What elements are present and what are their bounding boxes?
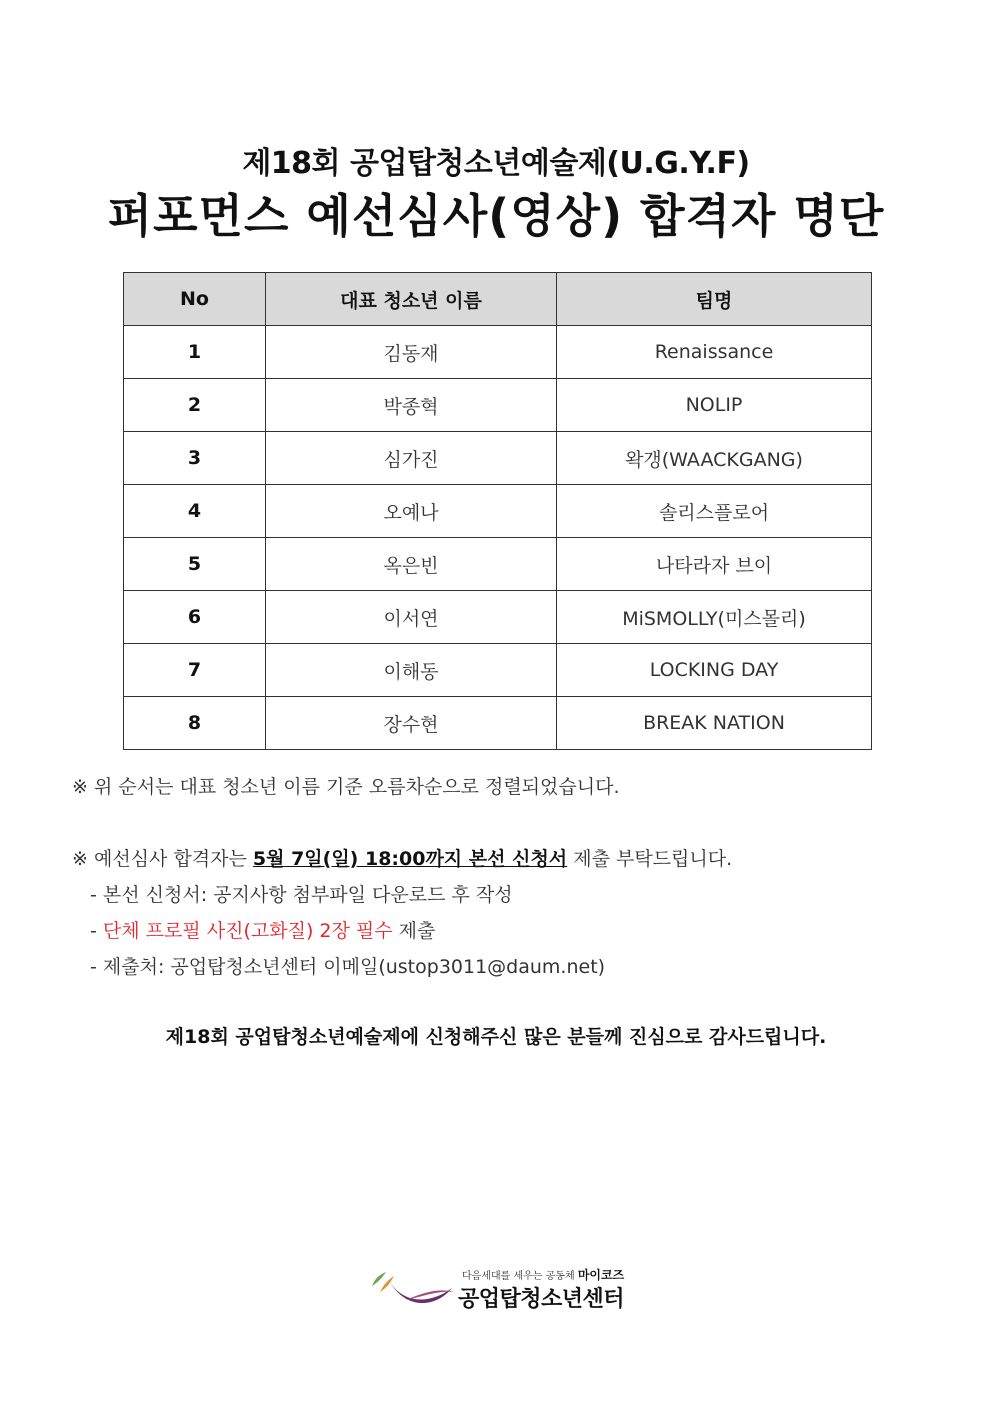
row-name: 옥은빈 bbox=[266, 538, 557, 591]
row-name: 이해동 bbox=[266, 644, 557, 697]
swoosh-leaf-logo-icon bbox=[366, 1262, 458, 1310]
row-no: 2 bbox=[124, 379, 266, 432]
logo-tagline bbox=[462, 1266, 624, 1283]
row-no: 5 bbox=[124, 538, 266, 591]
row-no: 4 bbox=[124, 485, 266, 538]
row-team: 나타라자 브이 bbox=[557, 538, 872, 591]
table-row bbox=[124, 591, 872, 644]
thanks-message: 제18회 공업탑청소년예술제에 신청해주신 많은 분들께 진심으로 감사드립니다. bbox=[165, 1026, 827, 1048]
photo-item-prefix: - bbox=[90, 920, 103, 942]
row-no: 7 bbox=[124, 644, 266, 697]
submission-note bbox=[72, 844, 732, 871]
table-row bbox=[124, 379, 872, 432]
order-note: ※ 위 순서는 대표 청소년 이름 기준 오름차순으로 정렬되었습니다. bbox=[72, 776, 620, 798]
row-no: 6 bbox=[124, 591, 266, 644]
row-name: 심가진 bbox=[266, 432, 557, 485]
title-line-1: 제18회 공업탑청소년예술제(U.G.Y.F) bbox=[242, 146, 750, 181]
submission-item-email: - 제출처: 공업탑청소년센터 이메일(ustop3011@daum.net) bbox=[90, 956, 606, 978]
center-logo bbox=[366, 1262, 636, 1312]
table-row bbox=[124, 485, 872, 538]
row-no: 3 bbox=[124, 432, 266, 485]
submission-deadline: 5월 7일(일) 18:00까지 본선 신청서 bbox=[252, 848, 568, 870]
row-team: NOLIP bbox=[557, 379, 872, 432]
column-header-name: 대표 청소년 이름 bbox=[266, 273, 557, 326]
table-row bbox=[124, 326, 872, 379]
submission-prefix: ※ 예선심사 합격자는 bbox=[72, 848, 253, 870]
table-row bbox=[124, 697, 872, 750]
photo-item-suffix: 제출 bbox=[392, 920, 436, 942]
tagline-text: 다음세대를 세우는 공동체 bbox=[462, 1271, 575, 1282]
row-name: 오예나 bbox=[266, 485, 557, 538]
title-line-2: 퍼포먼스 예선심사(영상) 합격자 명단 bbox=[107, 189, 885, 243]
submission-item-photo bbox=[90, 916, 435, 943]
row-name: 김동재 bbox=[266, 326, 557, 379]
brand-text: 마이코즈 bbox=[577, 1268, 625, 1282]
row-team: 솔리스플로어 bbox=[557, 485, 872, 538]
table-header-row bbox=[124, 273, 872, 326]
row-name: 박종혁 bbox=[266, 379, 557, 432]
row-no: 8 bbox=[124, 697, 266, 750]
table-row bbox=[124, 432, 872, 485]
table-row bbox=[124, 538, 872, 591]
roster-table bbox=[123, 272, 872, 750]
column-header-no: No bbox=[124, 273, 266, 326]
submission-item-form: - 본선 신청서: 공지사항 첨부파일 다운로드 후 작성 bbox=[90, 884, 513, 906]
row-no: 1 bbox=[124, 326, 266, 379]
row-team: LOCKING DAY bbox=[557, 644, 872, 697]
column-header-team: 팀명 bbox=[557, 273, 872, 326]
center-name: 공업탑청소년센터 bbox=[458, 1287, 625, 1312]
row-team: MiSMOLLY(미스몰리) bbox=[557, 591, 872, 644]
row-name: 장수현 bbox=[266, 697, 557, 750]
row-team: Renaissance bbox=[557, 326, 872, 379]
row-team: 왁갱(WAACKGANG) bbox=[557, 432, 872, 485]
table-row bbox=[124, 644, 872, 697]
row-name: 이서연 bbox=[266, 591, 557, 644]
photo-requirement: 단체 프로필 사진(고화질) 2장 필수 bbox=[102, 920, 393, 942]
row-team: BREAK NATION bbox=[557, 697, 872, 750]
submission-suffix: 제출 부탁드립니다. bbox=[567, 848, 733, 870]
